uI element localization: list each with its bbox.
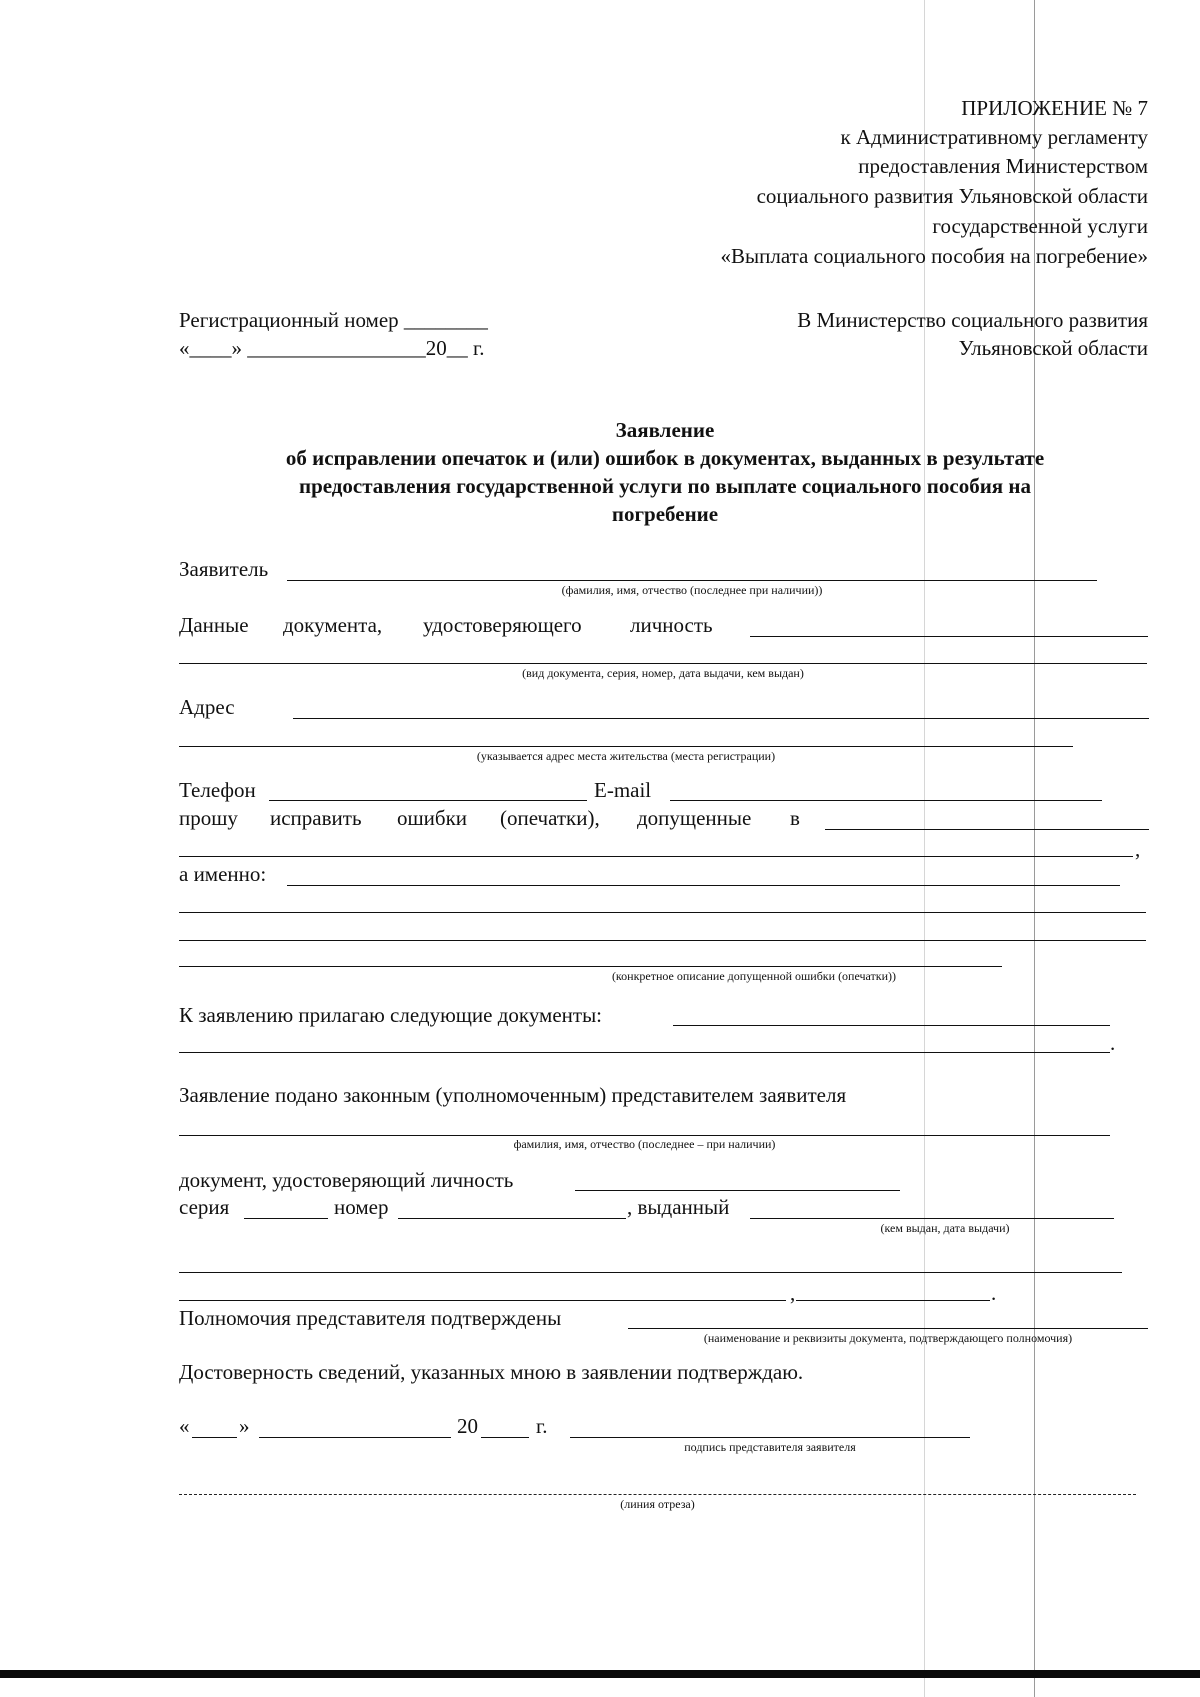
- error-description-field-line-3[interactable]: [179, 940, 1146, 941]
- issued-by-field[interactable]: [750, 1218, 1114, 1219]
- error-description-field-line-4[interactable]: [179, 966, 1002, 967]
- series-label: серия: [179, 1195, 230, 1219]
- error-description-field[interactable]: [287, 885, 1120, 886]
- issued-period: .: [991, 1281, 997, 1305]
- request-word-3: ошибки: [397, 806, 468, 830]
- erroneous-document-field-line-2[interactable]: [179, 856, 1133, 857]
- address-label: Адрес: [179, 695, 235, 719]
- attachments-period: .: [1110, 1031, 1116, 1055]
- appendix-number: ПРИЛОЖЕНИЕ № 7: [961, 96, 1148, 120]
- issued-by-field-line-2[interactable]: [179, 1272, 1122, 1273]
- doc-title-line-2: об исправлении опечаток и (или) ошибок в документах, выданных в результате: [285, 446, 1045, 470]
- appendix-line-2: к Административному регламенту: [840, 125, 1148, 149]
- series-field[interactable]: [244, 1218, 328, 1219]
- addressee-line-2: Ульяновской области: [958, 336, 1148, 360]
- attachments-field-line-2[interactable]: [179, 1052, 1110, 1053]
- date-open-quote: «: [179, 1414, 190, 1438]
- doc-title: Заявление: [615, 418, 715, 442]
- id-document-field-line-2[interactable]: [179, 663, 1147, 664]
- date-close-quote: »: [239, 1414, 250, 1438]
- request-word-2: исправить: [270, 806, 362, 830]
- authority-label: Полномочия представителя подтверждены: [179, 1306, 562, 1330]
- address-field[interactable]: [293, 718, 1149, 719]
- scan-bottom-bar: [0, 1670, 1200, 1678]
- request-word-1: прошу: [179, 806, 238, 830]
- signature-field[interactable]: [570, 1437, 970, 1438]
- signature-caption: подпись представителя заявителя: [684, 1440, 856, 1454]
- rep-document-label: документ, удостоверяющий личность: [179, 1168, 514, 1192]
- erroneous-document-field[interactable]: [825, 829, 1149, 830]
- confirmation-text: Достоверность сведений, указанных мною в заявлении подтверждаю.: [179, 1360, 804, 1384]
- number-field[interactable]: [398, 1218, 626, 1219]
- year-prefix: 20: [457, 1414, 478, 1438]
- attachments-field[interactable]: [673, 1025, 1110, 1026]
- month-field[interactable]: [259, 1437, 451, 1438]
- email-label: E-mail: [594, 778, 652, 802]
- doc-title-line-4: погребение: [611, 502, 719, 526]
- authority-document-field[interactable]: [628, 1328, 1148, 1329]
- request-comma: ,: [1135, 837, 1141, 861]
- id-document-caption: (вид документа, серия, номер, дата выдачи, кем выдан): [522, 666, 804, 680]
- day-field[interactable]: [192, 1437, 237, 1438]
- issue-date-field[interactable]: [796, 1300, 990, 1301]
- appendix-line-5: государственной услуги: [932, 214, 1148, 238]
- phone-field[interactable]: [269, 800, 587, 801]
- issued-comma: ,: [790, 1281, 796, 1305]
- year-field[interactable]: [481, 1437, 529, 1438]
- issued-label: , выданный: [627, 1195, 730, 1219]
- applicant-label: Заявитель: [179, 557, 269, 581]
- cut-line: [179, 1494, 1136, 1495]
- error-description-caption: (конкретное описание допущенной ошибки (опечатки)): [611, 969, 897, 983]
- address-field-line-2[interactable]: [179, 746, 1073, 747]
- registration-date: «____» _________________20__ г.: [179, 336, 485, 360]
- year-suffix: г.: [536, 1414, 548, 1438]
- applicant-field[interactable]: [287, 580, 1097, 581]
- id-document-field[interactable]: [750, 636, 1148, 637]
- id-doc-word-4: личность: [630, 613, 713, 637]
- request-word-5: допущенные: [637, 806, 752, 830]
- phone-label: Телефон: [179, 778, 256, 802]
- request-word-4: (опечатки),: [500, 806, 600, 830]
- appendix-line-4: социального развития Ульяновской области: [756, 184, 1148, 208]
- id-doc-word-1: Данные: [179, 613, 249, 637]
- error-description-field-line-2[interactable]: [179, 912, 1146, 913]
- id-doc-word-3: удостоверяющего: [423, 613, 582, 637]
- authority-caption: (наименование и реквизиты документа, подтверждающего полномочия): [703, 1331, 1073, 1345]
- representative-name-field[interactable]: [179, 1135, 1110, 1136]
- representative-name-caption: фамилия, имя, отчество (последнее – при наличии): [513, 1137, 776, 1151]
- issued-by-field-line-3[interactable]: [179, 1300, 786, 1301]
- appendix-line-3: предоставления Министерством: [858, 154, 1148, 178]
- addressee-line-1: В Министерство социального развития: [797, 308, 1148, 332]
- number-label: номер: [334, 1195, 389, 1219]
- namely-label: а именно:: [179, 862, 267, 886]
- issued-by-caption: (кем выдан, дата выдачи): [880, 1221, 1010, 1235]
- appendix-line-6: «Выплата социального пособия на погребение»: [720, 244, 1148, 268]
- applicant-caption: (фамилия, имя, отчество (последнее при наличии)): [561, 583, 823, 597]
- email-field[interactable]: [670, 800, 1102, 801]
- representative-label: Заявление подано законным (уполномоченным) представителем заявителя: [179, 1083, 847, 1107]
- registration-number: Регистрационный номер ________: [179, 308, 488, 332]
- address-caption: (указывается адрес места жительства (места регистрации): [476, 749, 776, 763]
- cut-line-caption: (линия отреза): [620, 1497, 695, 1511]
- attachments-label: К заявлению прилагаю следующие документы:: [179, 1003, 603, 1027]
- id-doc-word-2: документа,: [283, 613, 383, 637]
- request-word-6: в: [790, 806, 800, 830]
- doc-title-line-3: предоставления государственной услуги по выплате социального пособия на: [298, 474, 1032, 498]
- rep-document-field[interactable]: [575, 1190, 900, 1191]
